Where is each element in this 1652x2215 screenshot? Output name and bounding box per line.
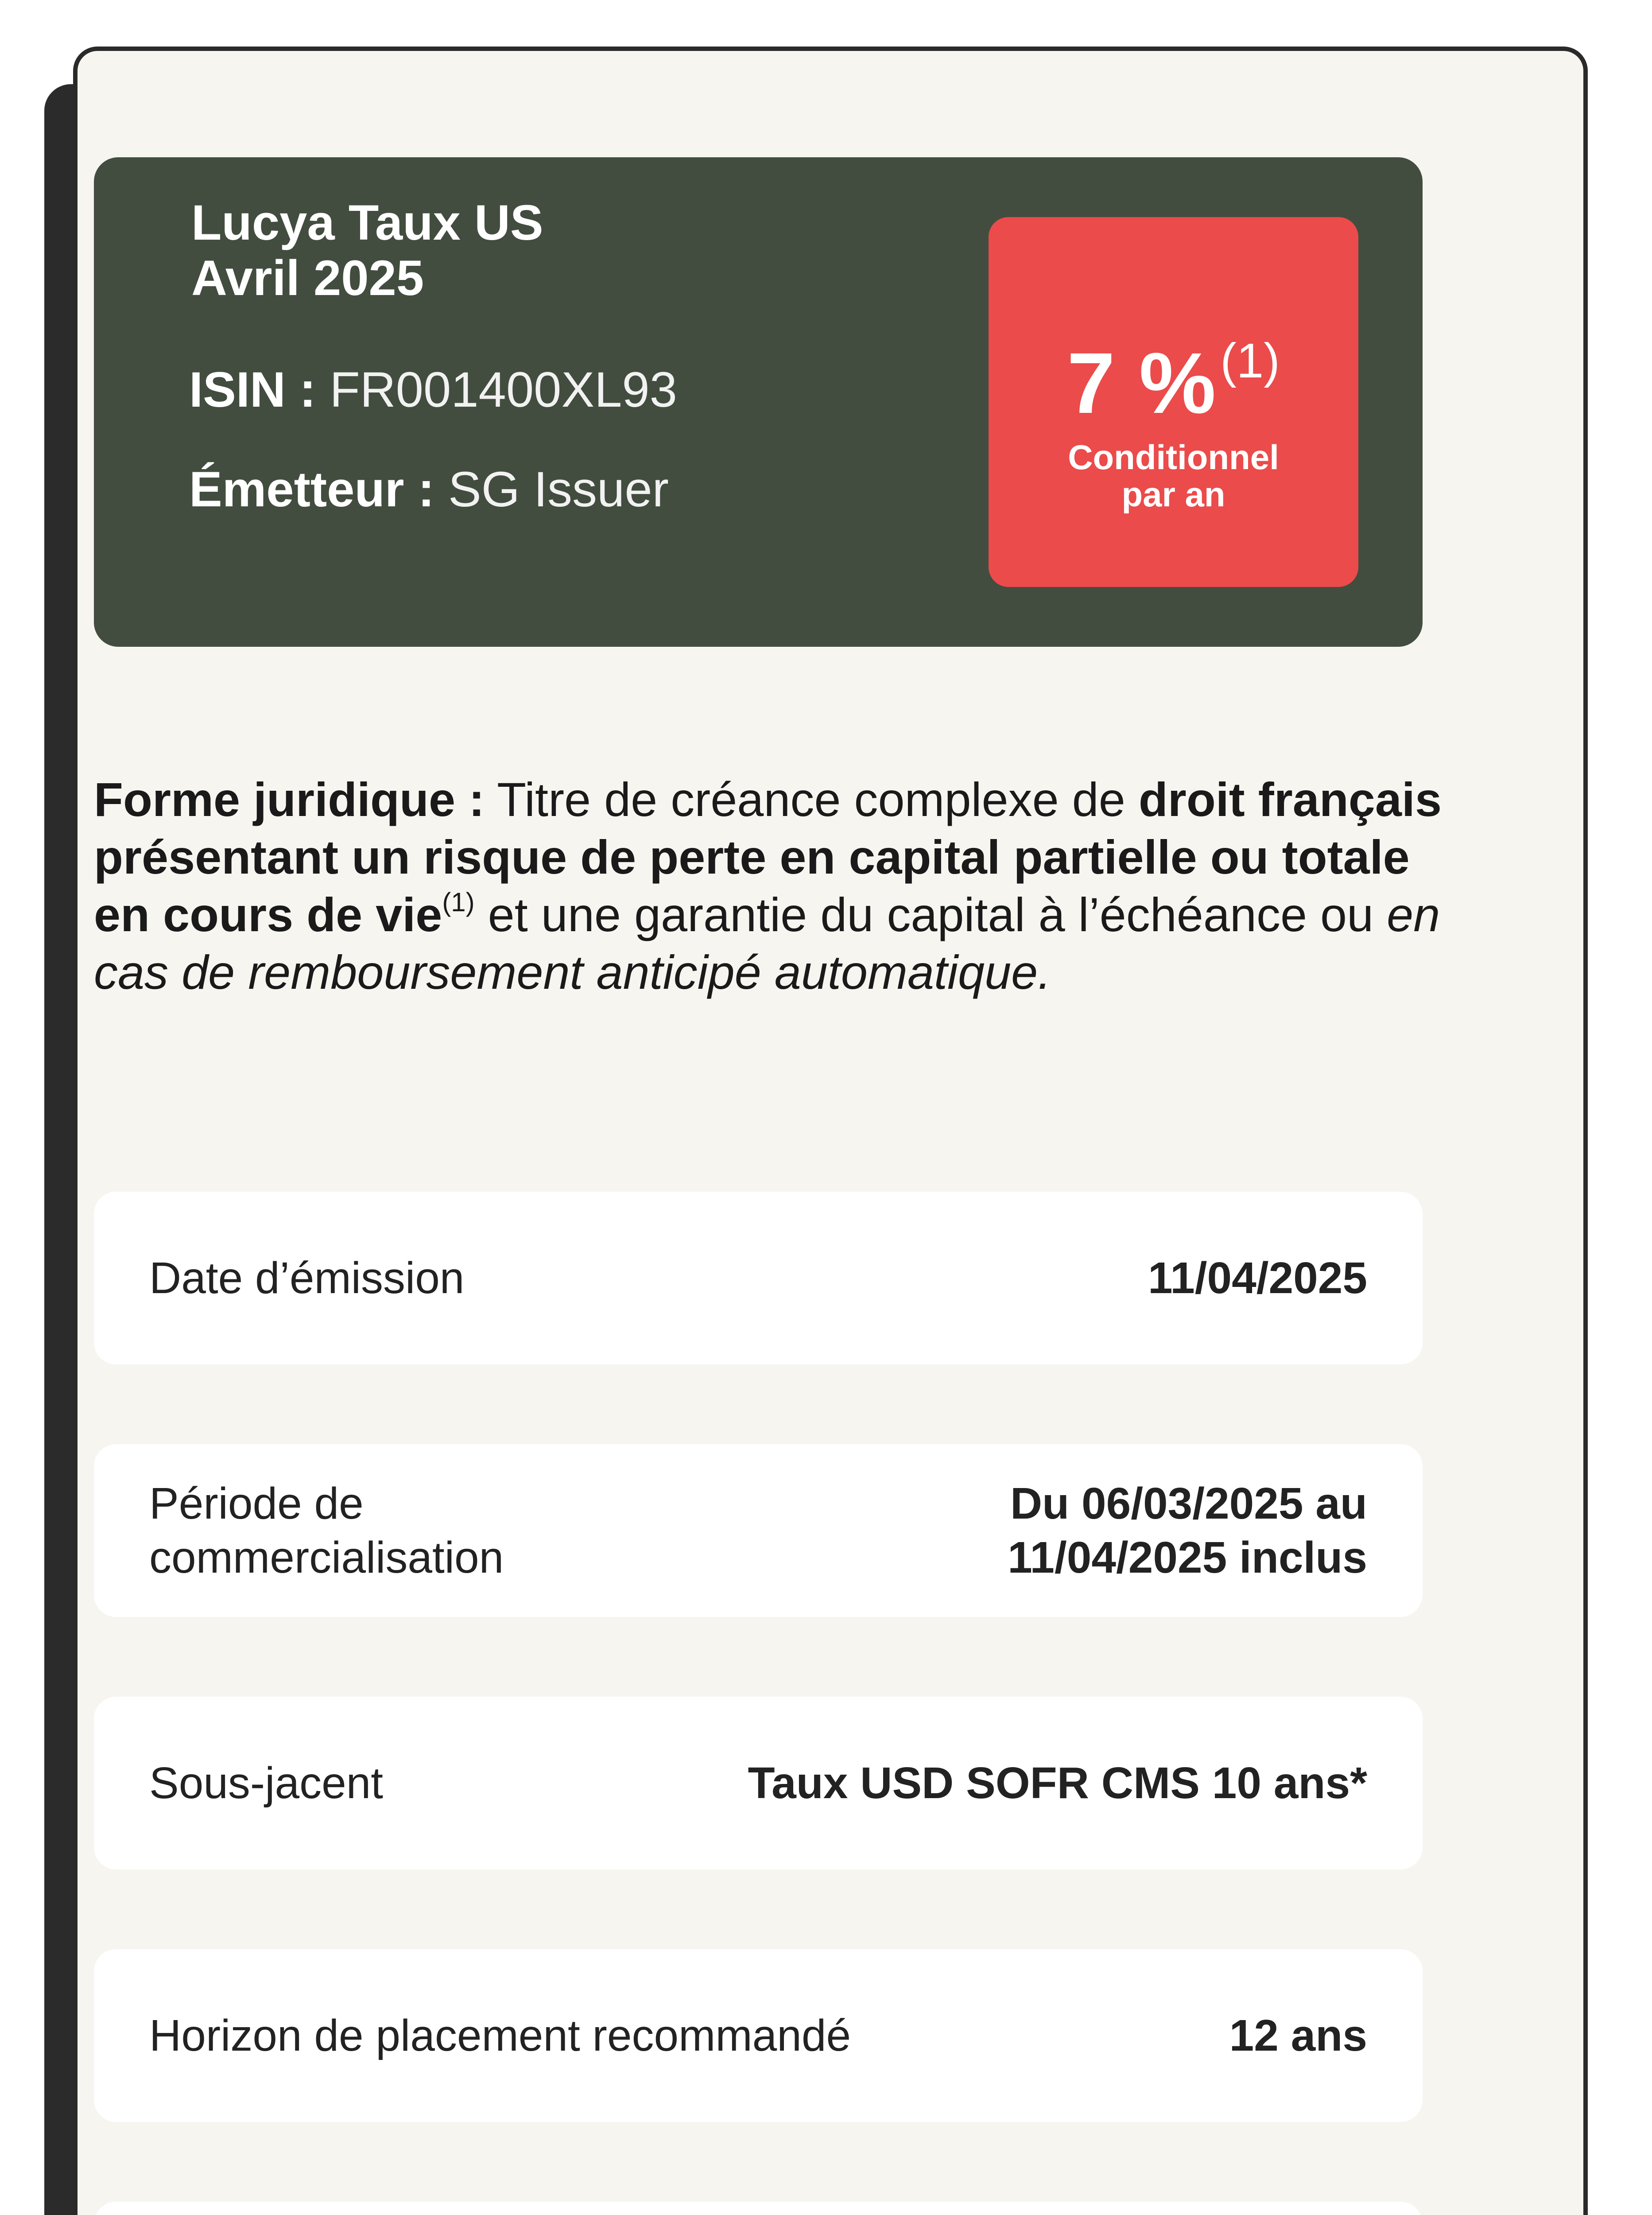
row-value: 12 ans — [1229, 2011, 1367, 2060]
emetteur-value: SG Issuer — [448, 462, 669, 517]
row-value: Taux USD SOFR CMS 10 ans* — [748, 1758, 1367, 1808]
legal-footnote: (1) — [442, 887, 475, 917]
emetteur-line — [189, 461, 669, 518]
rate-number: 7 % — [1067, 335, 1216, 431]
product-header — [94, 157, 1423, 647]
legal-text-2: et une garantie du capital à l’échéance ou — [474, 888, 1387, 941]
isin-value: FR001400XL93 — [330, 362, 677, 417]
legal-form-paragraph — [94, 771, 1449, 1001]
legal-italic-text: en cas de remboursement anticipé automatique. — [94, 888, 1440, 999]
legal-form-label: Forme juridique : — [94, 773, 485, 826]
row-underlying — [94, 1697, 1423, 1869]
rate-value — [989, 317, 1358, 431]
row-issue-date — [94, 1192, 1423, 1364]
row-label: Date d’émission — [149, 1253, 465, 1303]
row-label: Sous-jacent — [149, 1758, 384, 1808]
rate-caption-line2: par an — [1121, 475, 1225, 514]
rate-caption — [989, 439, 1358, 513]
row-value: 11/04/2025 — [1148, 1253, 1367, 1303]
rate-footnote: (1) — [1220, 334, 1280, 388]
legal-bold-text: droit français présentant un risque de perte en capital partielle ou totale en cours de vie — [94, 773, 1442, 941]
row-label: Période de commercialisation — [149, 1479, 504, 1582]
emetteur-label: Émetteur : — [189, 462, 434, 517]
row-investment-horizon — [94, 1949, 1423, 2122]
row-label: Horizon de placement recommandé — [149, 2011, 851, 2060]
rate-badge — [989, 217, 1358, 587]
rate-caption-line1: Conditionnel — [1068, 438, 1279, 477]
row-value: Du 06/03/2025 au 11/04/2025 inclus — [1008, 1479, 1367, 1582]
product-title — [191, 195, 543, 306]
row-risk-scale — [94, 2202, 1423, 2215]
isin-label: ISIN : — [189, 362, 316, 417]
legal-text-1: Titre de créance complexe de — [485, 773, 1139, 826]
row-marketing-period — [94, 1444, 1423, 1617]
isin-line — [189, 361, 677, 419]
product-date: Avril 2025 — [191, 250, 424, 306]
product-name: Lucya Taux US — [191, 195, 543, 250]
